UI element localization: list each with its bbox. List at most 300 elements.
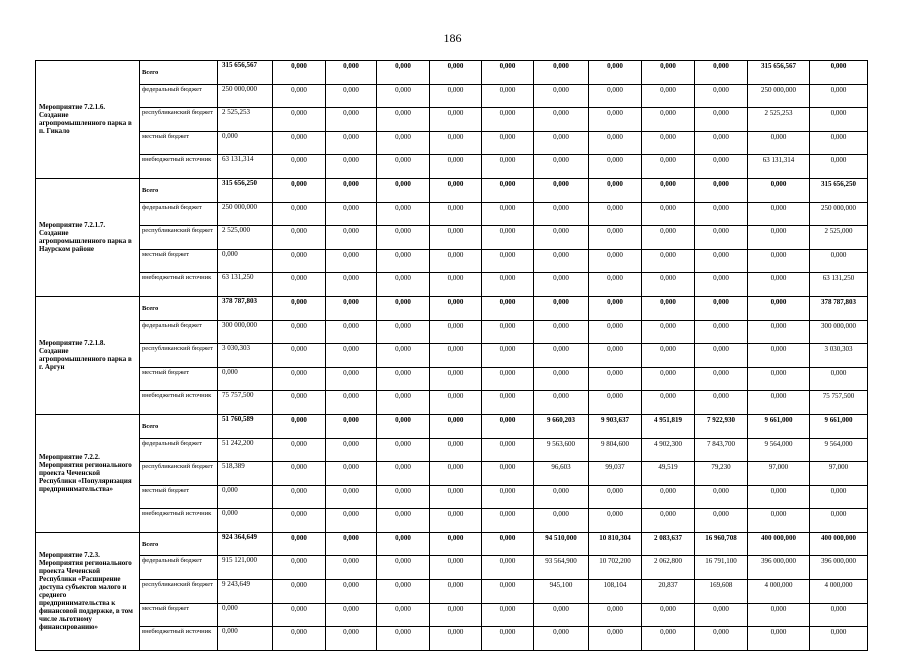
year-value: 0,000 — [377, 131, 430, 155]
year-value: 0,000 — [534, 202, 589, 226]
year-value: 0,000 — [695, 273, 748, 297]
year-value: 0,000 — [589, 108, 642, 132]
year-value: 300 000,000 — [810, 320, 868, 344]
total-value: 0,000 — [218, 131, 273, 155]
year-value: 0,000 — [748, 367, 810, 391]
year-value: 0,000 — [748, 391, 810, 415]
budget-row — [36, 603, 868, 627]
total-value: 300 000,000 — [218, 320, 273, 344]
year-value: 0,000 — [642, 296, 695, 320]
budget-row — [36, 556, 868, 580]
year-value: 0,000 — [695, 296, 748, 320]
year-value: 0,000 — [748, 249, 810, 273]
source-label: федеральный бюджет — [140, 556, 218, 580]
year-value: 0,000 — [642, 391, 695, 415]
year-value: 0,000 — [695, 344, 748, 368]
year-value: 0,000 — [430, 84, 482, 108]
year-value: 0,000 — [748, 131, 810, 155]
year-value: 0,000 — [589, 367, 642, 391]
year-value: 0,000 — [589, 202, 642, 226]
year-value: 0,000 — [534, 296, 589, 320]
year-value: 0,000 — [377, 367, 430, 391]
year-value: 0,000 — [589, 320, 642, 344]
year-value: 0,000 — [534, 603, 589, 627]
budget-row — [36, 485, 868, 509]
year-value: 0,000 — [810, 627, 868, 651]
year-value: 0,000 — [482, 367, 534, 391]
year-value: 0,000 — [482, 462, 534, 486]
year-value: 0,000 — [695, 178, 748, 202]
year-value: 0,000 — [430, 580, 482, 604]
year-value: 0,000 — [326, 226, 377, 250]
year-value: 378 787,803 — [810, 296, 868, 320]
total-value: 63 131,314 — [218, 155, 273, 179]
year-value: 0,000 — [534, 178, 589, 202]
year-value: 0,000 — [695, 84, 748, 108]
measure-name: Мероприятие 7.2.2. Мероприятия регионального проекта Чеченской Республики «Популяризация предпринимательства» — [36, 414, 140, 532]
budget-row — [36, 273, 868, 297]
year-value: 0,000 — [482, 556, 534, 580]
year-value: 250 000,000 — [810, 202, 868, 226]
budget-row — [36, 131, 868, 155]
year-value: 0,000 — [482, 296, 534, 320]
year-value: 0,000 — [589, 509, 642, 533]
total-value: 315 656,250 — [218, 178, 273, 202]
year-value: 0,000 — [430, 532, 482, 556]
year-value: 0,000 — [273, 438, 326, 462]
year-value: 0,000 — [482, 320, 534, 344]
measure-name: Мероприятие 7.2.1.7. Создание агропромышленного парка в Наурском районе — [36, 178, 140, 296]
year-value: 0,000 — [430, 556, 482, 580]
year-value: 2 062,800 — [642, 556, 695, 580]
year-value: 0,000 — [534, 320, 589, 344]
year-value: 0,000 — [534, 108, 589, 132]
total-value: 9 243,649 — [218, 580, 273, 604]
year-value: 0,000 — [482, 249, 534, 273]
year-value: 0,000 — [326, 414, 377, 438]
year-value: 0,000 — [326, 202, 377, 226]
year-value: 0,000 — [482, 61, 534, 85]
year-value: 0,000 — [273, 556, 326, 580]
total-value: 924 364,649 — [218, 532, 273, 556]
year-value: 0,000 — [589, 485, 642, 509]
year-value: 0,000 — [748, 320, 810, 344]
year-value: 0,000 — [642, 108, 695, 132]
year-value: 0,000 — [273, 462, 326, 486]
year-value: 0,000 — [589, 249, 642, 273]
year-value: 97,000 — [810, 462, 868, 486]
year-value: 0,000 — [326, 580, 377, 604]
year-value: 0,000 — [642, 178, 695, 202]
year-value: 0,000 — [273, 391, 326, 415]
year-value: 0,000 — [430, 155, 482, 179]
year-value: 7 922,930 — [695, 414, 748, 438]
year-value: 94 510,000 — [534, 532, 589, 556]
year-value: 0,000 — [482, 391, 534, 415]
year-value: 0,000 — [273, 532, 326, 556]
year-value: 0,000 — [326, 485, 377, 509]
year-value: 0,000 — [534, 344, 589, 368]
year-value: 0,000 — [589, 131, 642, 155]
source-label: федеральный бюджет — [140, 320, 218, 344]
year-value: 0,000 — [273, 249, 326, 273]
year-value: 0,000 — [273, 178, 326, 202]
year-value: 0,000 — [326, 155, 377, 179]
budget-table — [35, 60, 868, 651]
budget-row — [36, 226, 868, 250]
year-value: 0,000 — [748, 226, 810, 250]
year-value: 0,000 — [377, 603, 430, 627]
year-value: 108,104 — [589, 580, 642, 604]
year-value: 0,000 — [642, 249, 695, 273]
year-value: 0,000 — [430, 108, 482, 132]
year-value: 0,000 — [377, 202, 430, 226]
year-value: 0,000 — [589, 603, 642, 627]
year-value: 0,000 — [273, 273, 326, 297]
total-row — [36, 296, 868, 320]
total-value: 315 656,567 — [218, 61, 273, 85]
total-value: 0,000 — [218, 367, 273, 391]
source-label: внебюджетный источник — [140, 391, 218, 415]
year-value: 0,000 — [482, 580, 534, 604]
year-value: 0,000 — [377, 509, 430, 533]
year-value: 0,000 — [430, 627, 482, 651]
year-value: 0,000 — [273, 603, 326, 627]
year-value: 0,000 — [430, 509, 482, 533]
year-value: 0,000 — [482, 131, 534, 155]
year-value: 0,000 — [326, 249, 377, 273]
year-value: 0,000 — [430, 320, 482, 344]
year-value: 4 902,300 — [642, 438, 695, 462]
year-value: 0,000 — [273, 580, 326, 604]
year-value: 0,000 — [534, 61, 589, 85]
year-value: 0,000 — [482, 344, 534, 368]
year-value: 0,000 — [430, 131, 482, 155]
source-label: Всего — [140, 296, 218, 320]
year-value: 0,000 — [810, 509, 868, 533]
total-value: 51 242,200 — [218, 438, 273, 462]
year-value: 0,000 — [430, 391, 482, 415]
year-value: 0,000 — [695, 249, 748, 273]
source-label: Всего — [140, 414, 218, 438]
year-value: 9 660,203 — [534, 414, 589, 438]
budget-row — [36, 202, 868, 226]
year-value: 0,000 — [589, 296, 642, 320]
year-value: 0,000 — [589, 344, 642, 368]
year-value: 0,000 — [377, 627, 430, 651]
year-value: 0,000 — [482, 202, 534, 226]
source-label: внебюджетный источник — [140, 627, 218, 651]
year-value: 0,000 — [377, 414, 430, 438]
year-value: 0,000 — [326, 603, 377, 627]
total-value: 75 757,500 — [218, 391, 273, 415]
year-value: 93 564,900 — [534, 556, 589, 580]
year-value: 9 564,000 — [748, 438, 810, 462]
year-value: 0,000 — [273, 509, 326, 533]
year-value: 0,000 — [273, 131, 326, 155]
year-value: 0,000 — [589, 627, 642, 651]
source-label: внебюджетный источник — [140, 273, 218, 297]
year-value: 0,000 — [326, 532, 377, 556]
year-value: 0,000 — [326, 320, 377, 344]
year-value: 0,000 — [326, 627, 377, 651]
year-value: 0,000 — [589, 226, 642, 250]
total-value: 63 131,250 — [218, 273, 273, 297]
year-value: 0,000 — [430, 249, 482, 273]
year-value: 0,000 — [482, 108, 534, 132]
year-value: 0,000 — [642, 273, 695, 297]
year-value: 0,000 — [326, 131, 377, 155]
year-value: 9 564,000 — [810, 438, 868, 462]
year-value: 0,000 — [810, 249, 868, 273]
year-value: 2 525,253 — [748, 108, 810, 132]
year-value: 0,000 — [326, 391, 377, 415]
year-value: 79,230 — [695, 462, 748, 486]
year-value: 0,000 — [326, 296, 377, 320]
year-value: 0,000 — [273, 367, 326, 391]
year-value: 0,000 — [589, 178, 642, 202]
year-value: 0,000 — [273, 485, 326, 509]
year-value: 0,000 — [748, 178, 810, 202]
year-value: 0,000 — [273, 296, 326, 320]
year-value: 0,000 — [589, 61, 642, 85]
budget-row — [36, 438, 868, 462]
year-value: 0,000 — [377, 580, 430, 604]
year-value: 0,000 — [273, 84, 326, 108]
year-value: 0,000 — [482, 532, 534, 556]
year-value: 0,000 — [430, 344, 482, 368]
budget-row — [36, 462, 868, 486]
budget-row — [36, 509, 868, 533]
year-value: 0,000 — [534, 249, 589, 273]
year-value: 2 083,637 — [642, 532, 695, 556]
year-value: 0,000 — [377, 320, 430, 344]
total-value: 0,000 — [218, 509, 273, 533]
source-label: Всего — [140, 532, 218, 556]
measure-name: Мероприятие 7.2.3. Мероприятия регионального проекта Чеченской Республики «Расширение доступа субъектов малого и среднего предпринимательства к финансовой поддержке, в том числе льготному финансированию» — [36, 532, 140, 650]
budget-row — [36, 155, 868, 179]
year-value: 0,000 — [589, 84, 642, 108]
year-value: 16 960,708 — [695, 532, 748, 556]
budget-row — [36, 320, 868, 344]
year-value: 0,000 — [695, 108, 748, 132]
source-label: Всего — [140, 61, 218, 85]
budget-row — [36, 627, 868, 651]
year-value: 250 000,000 — [748, 84, 810, 108]
year-value: 0,000 — [430, 61, 482, 85]
year-value: 0,000 — [810, 108, 868, 132]
year-value: 0,000 — [534, 485, 589, 509]
year-value: 0,000 — [326, 462, 377, 486]
year-value: 315 656,250 — [810, 178, 868, 202]
year-value: 0,000 — [377, 226, 430, 250]
source-label: местный бюджет — [140, 485, 218, 509]
year-value: 0,000 — [430, 462, 482, 486]
year-value: 0,000 — [273, 344, 326, 368]
year-value: 20,837 — [642, 580, 695, 604]
year-value: 0,000 — [695, 61, 748, 85]
year-value: 0,000 — [695, 485, 748, 509]
measure-name: Мероприятие 7.2.1.6. Создание агропромышленного парка в п. Гикало — [36, 61, 140, 179]
year-value: 0,000 — [534, 367, 589, 391]
total-value: 0,000 — [218, 249, 273, 273]
year-value: 0,000 — [642, 155, 695, 179]
year-value: 9 804,600 — [589, 438, 642, 462]
year-value: 0,000 — [326, 509, 377, 533]
year-value: 0,000 — [534, 155, 589, 179]
total-value: 2 525,000 — [218, 226, 273, 250]
year-value: 0,000 — [642, 84, 695, 108]
year-value: 0,000 — [430, 438, 482, 462]
year-value: 0,000 — [810, 485, 868, 509]
year-value: 0,000 — [482, 84, 534, 108]
budget-row — [36, 108, 868, 132]
total-value: 0,000 — [218, 627, 273, 651]
total-row — [36, 414, 868, 438]
year-value: 63 131,314 — [748, 155, 810, 179]
year-value: 0,000 — [430, 202, 482, 226]
year-value: 0,000 — [642, 226, 695, 250]
year-value: 0,000 — [377, 84, 430, 108]
year-value: 0,000 — [273, 155, 326, 179]
year-value: 0,000 — [430, 226, 482, 250]
source-label: республиканский бюджет — [140, 226, 218, 250]
source-label: республиканский бюджет — [140, 462, 218, 486]
year-value: 0,000 — [377, 155, 430, 179]
year-value: 9 903,637 — [589, 414, 642, 438]
year-value: 400 000,000 — [810, 532, 868, 556]
total-value: 51 760,589 — [218, 414, 273, 438]
year-value: 396 000,000 — [810, 556, 868, 580]
year-value: 0,000 — [748, 202, 810, 226]
year-value: 0,000 — [377, 532, 430, 556]
year-value: 0,000 — [642, 344, 695, 368]
source-label: внебюджетный источник — [140, 155, 218, 179]
year-value: 0,000 — [642, 131, 695, 155]
year-value: 0,000 — [748, 296, 810, 320]
year-value: 10 810,304 — [589, 532, 642, 556]
source-label: республиканский бюджет — [140, 580, 218, 604]
year-value: 315 656,567 — [748, 61, 810, 85]
year-value: 2 525,000 — [810, 226, 868, 250]
year-value: 0,000 — [482, 178, 534, 202]
year-value: 0,000 — [482, 509, 534, 533]
year-value: 0,000 — [326, 84, 377, 108]
year-value: 0,000 — [695, 320, 748, 344]
year-value: 0,000 — [748, 344, 810, 368]
year-value: 0,000 — [326, 367, 377, 391]
year-value: 0,000 — [377, 108, 430, 132]
year-value: 0,000 — [430, 414, 482, 438]
year-value: 97,000 — [748, 462, 810, 486]
year-value: 0,000 — [810, 155, 868, 179]
year-value: 0,000 — [642, 485, 695, 509]
year-value: 0,000 — [695, 155, 748, 179]
year-value: 0,000 — [377, 438, 430, 462]
year-value: 0,000 — [326, 344, 377, 368]
year-value: 0,000 — [810, 131, 868, 155]
total-value: 250 000,000 — [218, 202, 273, 226]
budget-row — [36, 391, 868, 415]
year-value: 0,000 — [377, 485, 430, 509]
year-value: 0,000 — [695, 131, 748, 155]
budget-row — [36, 367, 868, 391]
year-value: 0,000 — [326, 178, 377, 202]
year-value: 0,000 — [695, 627, 748, 651]
year-value: 0,000 — [430, 178, 482, 202]
year-value: 0,000 — [482, 485, 534, 509]
year-value: 0,000 — [748, 603, 810, 627]
year-value: 0,000 — [534, 226, 589, 250]
year-value: 0,000 — [534, 391, 589, 415]
total-value: 518,389 — [218, 462, 273, 486]
year-value: 169,608 — [695, 580, 748, 604]
year-value: 0,000 — [642, 603, 695, 627]
year-value: 0,000 — [642, 509, 695, 533]
year-value: 0,000 — [810, 84, 868, 108]
year-value: 0,000 — [377, 296, 430, 320]
year-value: 0,000 — [326, 438, 377, 462]
source-label: внебюджетный источник — [140, 509, 218, 533]
year-value: 0,000 — [695, 603, 748, 627]
year-value: 0,000 — [273, 226, 326, 250]
year-value: 0,000 — [642, 367, 695, 391]
year-value: 96,603 — [534, 462, 589, 486]
year-value: 0,000 — [273, 202, 326, 226]
year-value: 0,000 — [377, 556, 430, 580]
year-value: 0,000 — [273, 414, 326, 438]
year-value: 9 661,000 — [810, 414, 868, 438]
source-label: федеральный бюджет — [140, 202, 218, 226]
year-value: 0,000 — [695, 391, 748, 415]
year-value: 99,037 — [589, 462, 642, 486]
year-value: 0,000 — [534, 84, 589, 108]
year-value: 0,000 — [534, 627, 589, 651]
year-value: 0,000 — [430, 273, 482, 297]
year-value: 0,000 — [273, 627, 326, 651]
total-value: 0,000 — [218, 603, 273, 627]
year-value: 0,000 — [482, 226, 534, 250]
year-value: 0,000 — [377, 178, 430, 202]
total-value: 250 000,000 — [218, 84, 273, 108]
source-label: федеральный бюджет — [140, 84, 218, 108]
year-value: 0,000 — [482, 603, 534, 627]
year-value: 0,000 — [534, 273, 589, 297]
source-label: местный бюджет — [140, 249, 218, 273]
year-value: 0,000 — [642, 61, 695, 85]
total-value: 915 121,000 — [218, 556, 273, 580]
year-value: 0,000 — [810, 367, 868, 391]
year-value: 0,000 — [810, 603, 868, 627]
total-value: 378 787,803 — [218, 296, 273, 320]
budget-row — [36, 84, 868, 108]
year-value: 9 661,000 — [748, 414, 810, 438]
year-value: 0,000 — [589, 155, 642, 179]
year-value: 0,000 — [482, 627, 534, 651]
measure-name: Мероприятие 7.2.1.8. Создание агропромышленного парка в г. Аргун — [36, 296, 140, 414]
source-label: Всего — [140, 178, 218, 202]
year-value: 0,000 — [377, 273, 430, 297]
budget-row — [36, 580, 868, 604]
year-value: 0,000 — [695, 226, 748, 250]
year-value: 945,100 — [534, 580, 589, 604]
year-value: 0,000 — [430, 603, 482, 627]
year-value: 0,000 — [482, 414, 534, 438]
year-value: 396 000,000 — [748, 556, 810, 580]
year-value: 9 563,600 — [534, 438, 589, 462]
year-value: 0,000 — [534, 131, 589, 155]
year-value: 0,000 — [273, 108, 326, 132]
